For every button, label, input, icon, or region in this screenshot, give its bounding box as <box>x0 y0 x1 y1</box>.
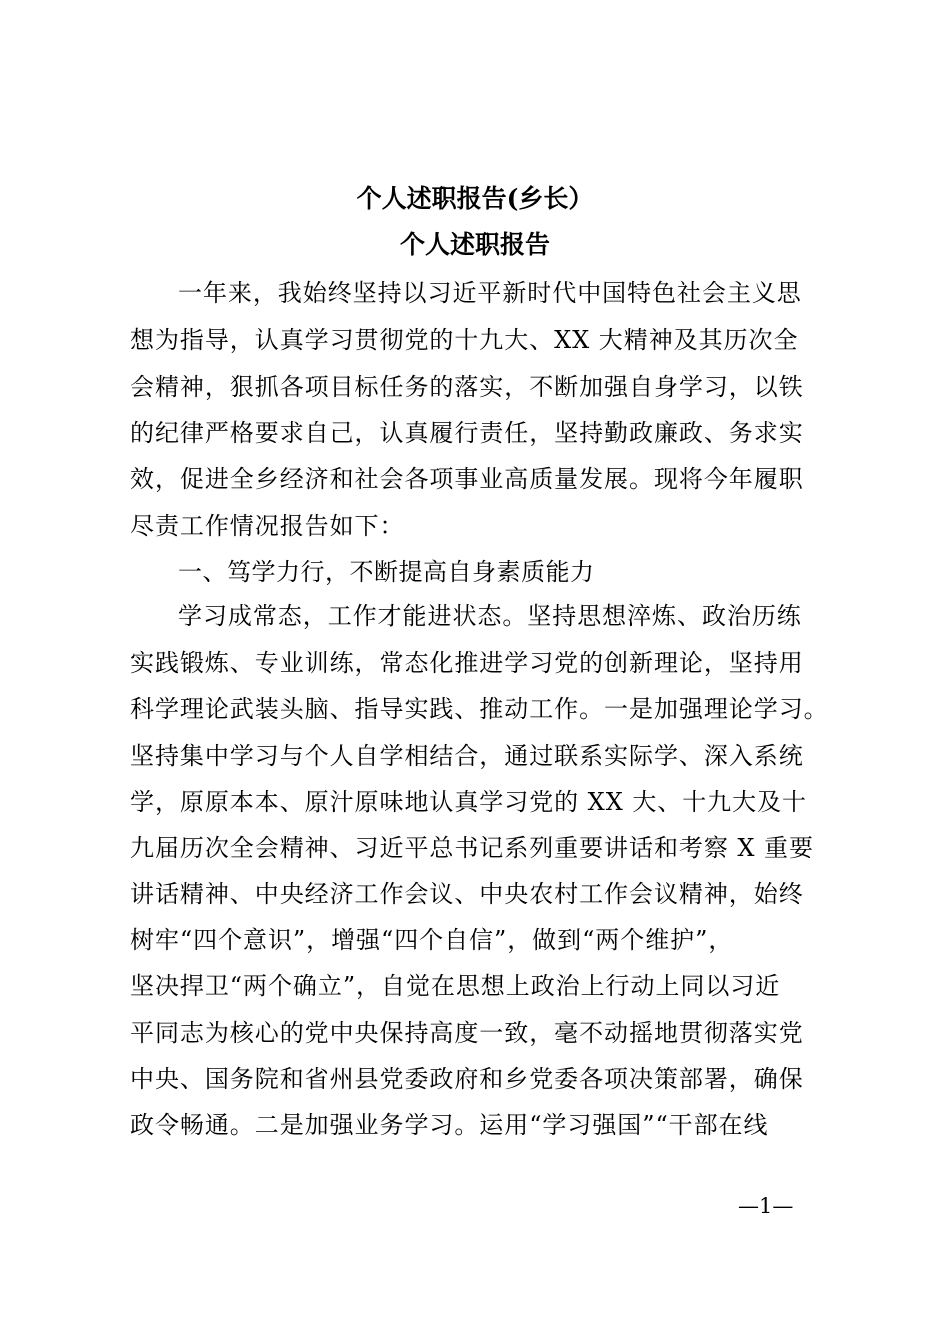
section-heading: 一、笃学力行，不断提高自身素质能力 <box>178 558 595 586</box>
intro-line: 效，促进全乡经济和社会各项事业高质量发展。现将今年履职 <box>130 465 804 493</box>
body-line: 科学理论武装头脑、指导实践、推动工作。一是加强理论学习。 <box>130 695 829 723</box>
intro-line: 会精神，狠抓各项目标任务的落实，不断加强自身学习，以铁 <box>130 373 804 401</box>
body-line: 政令畅通。二是加强业务学习。运用“学习强国”“干部在线 <box>130 1111 769 1139</box>
body-line: 坚决捍卫“两个确立”，自觉在思想上政治上行动上同以习近 <box>130 972 781 1000</box>
intro-line: 的纪律严格要求自己，认真履行责任，坚持勤政廉政、务求实 <box>130 419 804 447</box>
document-title: 个人述职报告(乡长） <box>356 184 594 213</box>
body-line: 学习成常态，工作才能进状态。坚持思想淬炼、政治历练 <box>178 602 802 630</box>
intro-line: 尽责工作情况报告如下： <box>130 512 405 540</box>
body-line: 九届历次全会精神、习近平总书记系列重要讲话和考察 X 重要 <box>130 834 814 862</box>
body-line: 实践锻炼、专业训练，常态化推进学习党的创新理论，坚持用 <box>130 649 804 677</box>
body-line: 树牢“四个意识”，增强“四个自信”，做到“两个维护”， <box>130 926 734 954</box>
intro-line: 想为指导，认真学习贯彻党的十九大、XX 大精神及其历次全 <box>130 326 799 354</box>
document-subtitle: 个人述职报告 <box>399 230 550 259</box>
intro-line: 一年来，我始终坚持以习近平新时代中国特色社会主义思 <box>178 279 802 307</box>
body-line: 学，原原本本、原汁原味地认真学习党的 XX 大、十九大及十 <box>130 788 807 816</box>
body-line: 平同志为核心的党中央保持高度一致，毫不动摇地贯彻落实党 <box>130 1019 804 1047</box>
body-line: 坚持集中学习与个人自学相结合，通过联系实际学、深入系统 <box>130 742 804 770</box>
body-line: 中央、国务院和省州县党委政府和乡党委各项决策部署，确保 <box>130 1065 804 1093</box>
page-number: —1— <box>738 1194 794 1218</box>
body-line: 讲话精神、中央经济工作会议、中央农村工作会议精神，始终 <box>130 880 804 908</box>
